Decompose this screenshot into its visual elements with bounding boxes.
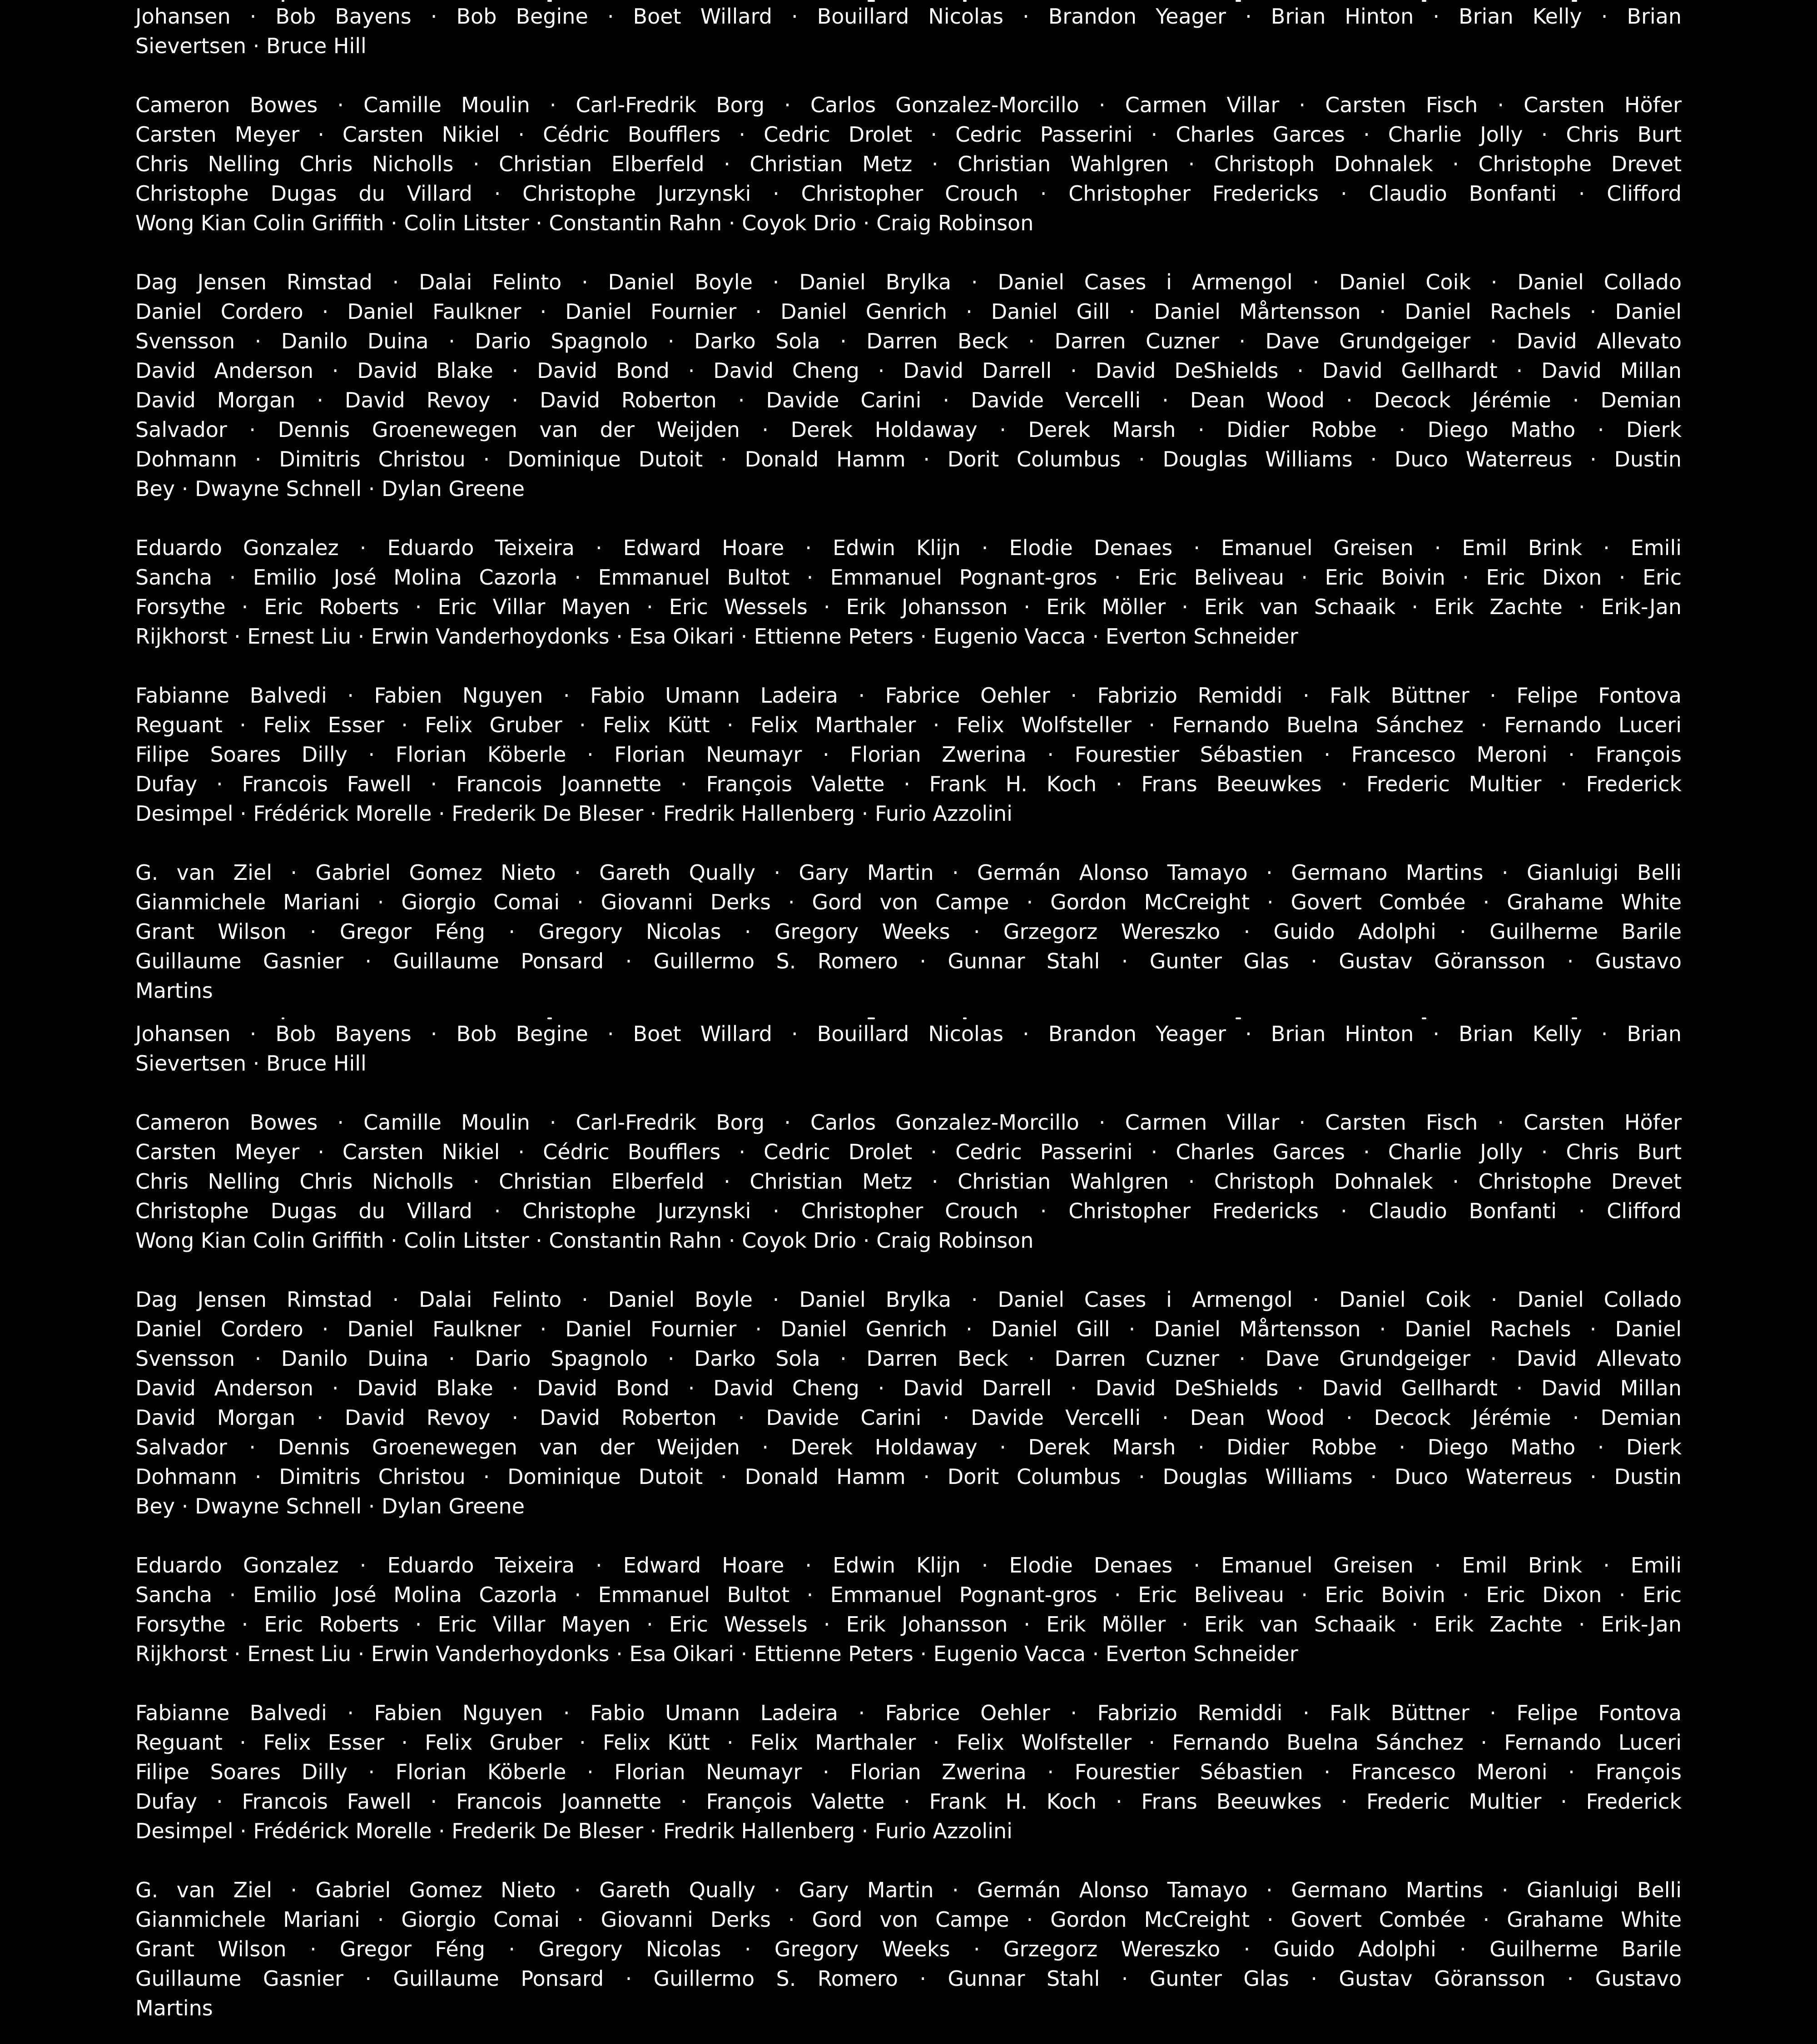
credits-line: Rijkhorst · Ernest Liu · Erwin Vanderhoydonks · Esa Oikari · Ettienne Peters · Eugenio Vacca · Everton Schneider: [135, 1642, 1298, 1666]
credits-paragraph-e: [135, 533, 1682, 651]
credits-line: Dohmann · Dimitris Christou · Dominique Dutoit · Donald Hamm · Dorit Columbus · Douglas Williams · Duco Waterreus · Dustin: [135, 1464, 1682, 1489]
credits-roll: [135, 2, 1682, 2023]
credits-line: Filipe Soares Dilly · Florian Köberle · Florian Neumayr · Florian Zwerina · Fourestier Sébastien · Francesco Meroni · François: [135, 1760, 1682, 1784]
credits-line: Christophe Dugas du Villard · Christophe Jurzynski · Christopher Crouch · Christopher Fredericks · Claudio Bonfanti · Clifford: [135, 1199, 1682, 1223]
credits-line: David Anderson · David Blake · David Bond · David Cheng · David Darrell · David DeShields · David Gellhardt · David Millan: [135, 358, 1682, 383]
credits-line: Forsythe · Eric Roberts · Eric Villar Mayen · Eric Wessels · Erik Johansson · Erik Möller · Erik van Schaaik · Erik Zachte · Erik-Jan: [135, 1612, 1682, 1637]
credits-line: Guillaume Gasnier · Guillaume Ponsard · Guillermo S. Romero · Gunnar Stahl · Gunter Glas · Gustav Göransson · Gustavo: [135, 949, 1682, 973]
credits-line: Dag Jensen Rimstad · Dalai Felinto · Daniel Boyle · Daniel Brylka · Daniel Cases i Armengol · Daniel Coik · Daniel Collado: [135, 270, 1682, 294]
credits-line: Reguant · Felix Esser · Felix Gruber · Felix Kütt · Felix Marthaler · Felix Wolfsteller · Fernando Buelna Sánchez · Fernando Luceri: [135, 1730, 1682, 1755]
credits-line: Reguant · Felix Esser · Felix Gruber · Felix Kütt · Felix Marthaler · Felix Wolfsteller · Fernando Buelna Sánchez · Fernando Luceri: [135, 713, 1682, 737]
credits-paragraph-d: [135, 1285, 1682, 1521]
credits-line: Eduardo Gonzalez · Eduardo Teixeira · Edward Hoare · Edwin Klijn · Elodie Denaes · Emanuel Greisen · Emil Brink · Emili: [135, 1553, 1682, 1578]
credits-line: Carsten Meyer · Carsten Nikiel · Cédric Boufflers · Cedric Drolet · Cedric Passerini · Charles Garces · Charlie Jolly · Chris Burt: [135, 122, 1682, 147]
credits-line: Guillaume Gasnier · Guillaume Ponsard · Guillermo S. Romero · Gunnar Stahl · Gunter Glas · Gustav Göransson · Gustavo: [135, 1966, 1682, 1991]
credits-line: Johansen · Bob Bayens · Bob Begine · Boet Willard · Bouillard Nicolas · Brandon Yeager · Brian Hinton · Brian Kelly · Brian: [135, 1022, 1682, 1046]
credits-line: David Anderson · David Blake · David Bond · David Cheng · David Darrell · David DeShields · David Gellhardt · David Millan: [135, 1376, 1682, 1400]
credits-line: Gianmichele Mariani · Giorgio Comai · Giovanni Derks · Gord von Campe · Gordon McCreight · Govert Combée · Grahame White: [135, 890, 1682, 914]
credits-line: Dohmann · Dimitris Christou · Dominique Dutoit · Donald Hamm · Dorit Columbus · Douglas Williams · Duco Waterreus · Dustin: [135, 447, 1682, 471]
credits-line: Desimpel · Frédérick Morelle · Frederik De Bleser · Fredrik Hallenberg · Furio Azzolini: [135, 801, 1013, 826]
credits-line: Cameron Bowes · Camille Moulin · Carl-Fredrik Borg · Carlos Gonzalez-Morcillo · Carmen Villar · Carsten Fisch · Carsten Höfer: [135, 93, 1682, 117]
credits-paragraph-e: [135, 1551, 1682, 1669]
credits-line: Grant Wilson · Gregor Féng · Gregory Nicolas · Gregory Weeks · Grzegorz Wereszko · Guido Adolphi · Guilherme Barile: [135, 919, 1682, 944]
credits-line: Grant Wilson · Gregor Féng · Gregory Nicolas · Gregory Weeks · Grzegorz Wereszko · Guido Adolphi · Guilherme Barile: [135, 1937, 1682, 1961]
credits-paragraph-g: [135, 858, 1682, 1006]
credits-line: G. van Ziel · Gabriel Gomez Nieto · Gareth Qually · Gary Martin · Germán Alonso Tamayo · Germano Martins · Gianluigi Belli: [135, 1878, 1682, 1902]
credits-line: Forsythe · Eric Roberts · Eric Villar Mayen · Eric Wessels · Erik Johansson · Erik Möller · Erik van Schaaik · Erik Zachte · Erik-Jan: [135, 595, 1682, 619]
credits-paragraph-c: [135, 1108, 1682, 1255]
credits-line: Gianmichele Mariani · Giorgio Comai · Giovanni Derks · Gord von Campe · Gordon McCreight · Govert Combée · Grahame White: [135, 1907, 1682, 1932]
credits-line: Dag Jensen Rimstad · Dalai Felinto · Daniel Boyle · Daniel Brylka · Daniel Cases i Armengol · Daniel Coik · Daniel Collado: [135, 1287, 1682, 1312]
credits-line: Martins: [135, 1996, 213, 2020]
credits-paragraph-g: [135, 1875, 1682, 2023]
credits-line: Wong Kian Colin Griffith · Colin Litster · Constantin Rahn · Coyok Drio · Craig Robinson: [135, 211, 1034, 235]
credits-line: Fabianne Balvedi · Fabien Nguyen · Fabio Umann Ladeira · Fabrice Oehler · Fabrizio Remiddi · Falk Büttner · Felipe Fontova: [135, 683, 1682, 708]
credits-line: G. van Ziel · Gabriel Gomez Nieto · Gareth Qually · Gary Martin · Germán Alonso Tamayo · Germano Martins · Gianluigi Belli: [135, 860, 1682, 885]
credits-line: David Morgan · David Revoy · David Roberton · Davide Carini · Davide Vercelli · Dean Wood · Decock Jérémie · Demian: [135, 388, 1682, 412]
credits-paragraph-f: [135, 1698, 1682, 1846]
credits-line: Desimpel · Frédérick Morelle · Frederik De Bleser · Fredrik Hallenberg · Furio Azzolini: [135, 1819, 1013, 1843]
credits-line: Fabianne Balvedi · Fabien Nguyen · Fabio Umann Ladeira · Fabrice Oehler · Fabrizio Remiddi · Falk Büttner · Felipe Fontova: [135, 1701, 1682, 1725]
credits-line: Martins: [135, 978, 213, 1003]
credits-line: Chris Nelling Chris Nicholls · Christian Elberfeld · Christian Metz · Christian Wahlgren · Christoph Dohnalek · Christophe Drevet: [135, 152, 1682, 176]
credits-line: Christophe Dugas du Villard · Christophe Jurzynski · Christopher Crouch · Christopher Fredericks · Claudio Bonfanti · Clifford: [135, 181, 1682, 206]
credits-paragraph-b: [135, 1019, 1682, 1078]
credits-line: Carsten Meyer · Carsten Nikiel · Cédric Boufflers · Cedric Drolet · Cedric Passerini · Charles Garces · Charlie Jolly · Chris Burt: [135, 1140, 1682, 1164]
credits-paragraph-f: [135, 681, 1682, 829]
credits-line: Filipe Soares Dilly · Florian Köberle · Florian Neumayr · Florian Zwerina · Fourestier Sébastien · Francesco Meroni · François: [135, 742, 1682, 767]
credits-line: Rijkhorst · Ernest Liu · Erwin Vanderhoydonks · Esa Oikari · Ettienne Peters · Eugenio Vacca · Everton Schneider: [135, 624, 1298, 649]
credits-line: Eduardo Gonzalez · Eduardo Teixeira · Edward Hoare · Edwin Klijn · Elodie Denaes · Emanuel Greisen · Emil Brink · Emili: [135, 536, 1682, 560]
credits-block: [135, 2, 1682, 1006]
credits-line: Svensson · Danilo Duina · Dario Spagnolo · Darko Sola · Darren Beck · Darren Cuzner · Dave Grundgeiger · David Allevato: [135, 329, 1682, 353]
credits-paragraph-c: [135, 90, 1682, 238]
credits-line: Dufay · Francois Fawell · Francois Joannette · François Valette · Frank H. Koch · Frans Beeuwkes · Frederic Multier · Frederick: [135, 772, 1682, 796]
credits-line: Bey · Dwayne Schnell · Dylan Greene: [135, 1494, 525, 1518]
credits-block: [135, 1019, 1682, 2023]
credits-line: Johansen · Bob Bayens · Bob Begine · Boet Willard · Bouillard Nicolas · Brandon Yeager · Brian Hinton · Brian Kelly · Brian: [135, 4, 1682, 29]
credits-line: Bey · Dwayne Schnell · Dylan Greene: [135, 476, 525, 501]
credits-line: Sancha · Emilio José Molina Cazorla · Emmanuel Bultot · Emmanuel Pognant-gros · Eric Beliveau · Eric Boivin · Eric Dixon · Eric: [135, 1583, 1682, 1607]
credits-line: Chris Nelling Chris Nicholls · Christian Elberfeld · Christian Metz · Christian Wahlgren · Christoph Dohnalek · Christophe Drevet: [135, 1169, 1682, 1194]
credits-line: Wong Kian Colin Griffith · Colin Litster · Constantin Rahn · Coyok Drio · Craig Robinson: [135, 1228, 1034, 1253]
credits-line: Salvador · Dennis Groenewegen van der Weijden · Derek Holdaway · Derek Marsh · Didier Robbe · Diego Matho · Dierk: [135, 1435, 1682, 1459]
credits-line: Salvador · Dennis Groenewegen van der Weijden · Derek Holdaway · Derek Marsh · Didier Robbe · Diego Matho · Dierk: [135, 417, 1682, 442]
credits-line: Cameron Bowes · Camille Moulin · Carl-Fredrik Borg · Carlos Gonzalez-Morcillo · Carmen Villar · Carsten Fisch · Carsten Höfer: [135, 1110, 1682, 1135]
credits-line: Sievertsen · Bruce Hill: [135, 1051, 367, 1076]
credits-line: Sievertsen · Bruce Hill: [135, 34, 367, 58]
credits-line: Daniel Cordero · Daniel Faulkner · Daniel Fournier · Daniel Genrich · Daniel Gill · Daniel Mårtensson · Daniel Rachels · Daniel: [135, 299, 1682, 324]
credits-line: David Morgan · David Revoy · David Roberton · Davide Carini · Davide Vercelli · Dean Wood · Decock Jérémie · Demian: [135, 1405, 1682, 1430]
credits-line: Daniel Cordero · Daniel Faulkner · Daniel Fournier · Daniel Genrich · Daniel Gill · Daniel Mårtensson · Daniel Rachels · Daniel: [135, 1317, 1682, 1341]
credits-line: Sancha · Emilio José Molina Cazorla · Emmanuel Bultot · Emmanuel Pognant-gros · Eric Beliveau · Eric Boivin · Eric Dixon · Eric: [135, 565, 1682, 590]
credits-line: Svensson · Danilo Duina · Dario Spagnolo · Darko Sola · Darren Beck · Darren Cuzner · Dave Grundgeiger · David Allevato: [135, 1346, 1682, 1371]
credits-line: Dufay · Francois Fawell · Francois Joannette · François Valette · Frank H. Koch · Frans Beeuwkes · Frederic Multier · Frederick: [135, 1789, 1682, 1814]
credits-paragraph-b: [135, 2, 1682, 61]
credits-paragraph-d: [135, 268, 1682, 504]
